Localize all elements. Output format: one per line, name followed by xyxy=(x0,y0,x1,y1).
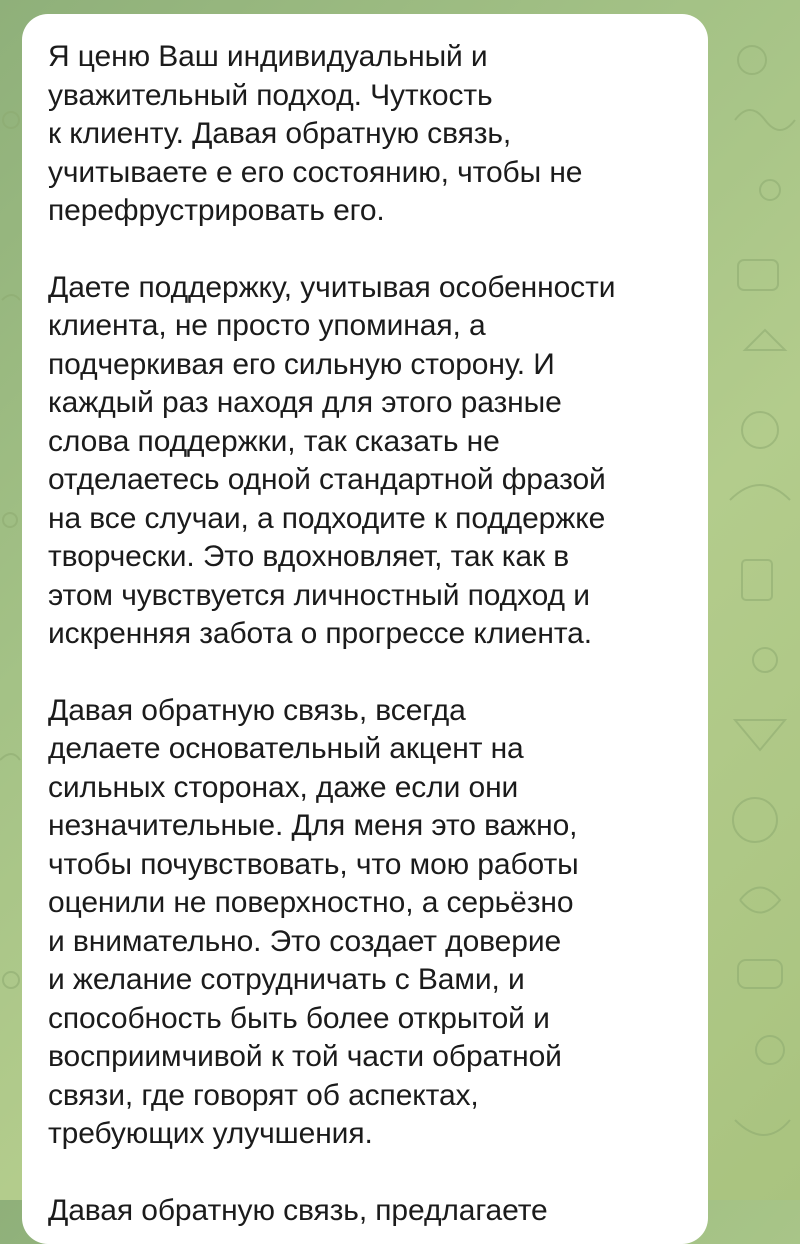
message-line: и внимательно. Это создает доверие xyxy=(48,924,562,958)
message-line: связи, где говорят об аспектах, xyxy=(48,1078,479,1112)
message-line: Даете поддержку, учитывая особенности xyxy=(48,270,616,304)
message-line: незначительные. Для меня это важно, xyxy=(48,809,578,842)
message-line: Давая обратную связь, всегда xyxy=(48,693,466,727)
message-line: подчеркивая его сильную сторону. И xyxy=(48,347,555,381)
message-line: способность быть более открытой и xyxy=(48,1001,550,1035)
message-line: оценили не поверхностно, а серьёзно xyxy=(48,886,574,919)
message-line: сильных сторонах, даже если они xyxy=(48,770,519,804)
message-line: клиента, не просто упоминая, а xyxy=(48,309,486,342)
message-line: восприимчивой к той части обратной xyxy=(48,1040,562,1073)
message-bubble[interactable] xyxy=(22,14,708,1244)
message-line: каждый раз находя для этого разные xyxy=(48,386,562,419)
message-line: Я ценю Ваш индивидуальный и xyxy=(48,40,488,73)
message-line: искренняя забота о прогрессе клиента. xyxy=(48,617,592,650)
message-line: учитываете е его состоянию, чтобы не xyxy=(48,155,583,189)
message-line: уважительный подход. Чуткость xyxy=(48,78,493,112)
message-paragraph xyxy=(48,269,684,654)
message-line: Давая обратную связь, предлагаете xyxy=(48,1193,548,1227)
message-line: делаете основательный акцент на xyxy=(48,732,524,765)
message-line: перефрустрировать его. xyxy=(48,194,385,227)
message-line: и желание сотрудничать с Вами, и xyxy=(48,963,525,996)
message-line: чтобы почувствовать, что мою работы xyxy=(48,847,579,881)
message-paragraph xyxy=(48,38,684,231)
message-line: этом чувствуется личностный подход и xyxy=(48,578,590,612)
message-line: к клиенту. Давая обратную связь, xyxy=(48,117,512,150)
message-line: отделаетесь одной стандартной фразой xyxy=(48,463,606,496)
message-line: требующих улучшения. xyxy=(48,1117,373,1150)
message-paragraph-cutoff xyxy=(48,1192,684,1231)
message-line: слова поддержки, так сказать не xyxy=(48,424,500,458)
message-line: на все случаи, а подходите к поддержке xyxy=(48,501,606,535)
message-paragraph xyxy=(48,692,684,1154)
message-line: творчески. Это вдохновляет, так как в xyxy=(48,540,570,573)
